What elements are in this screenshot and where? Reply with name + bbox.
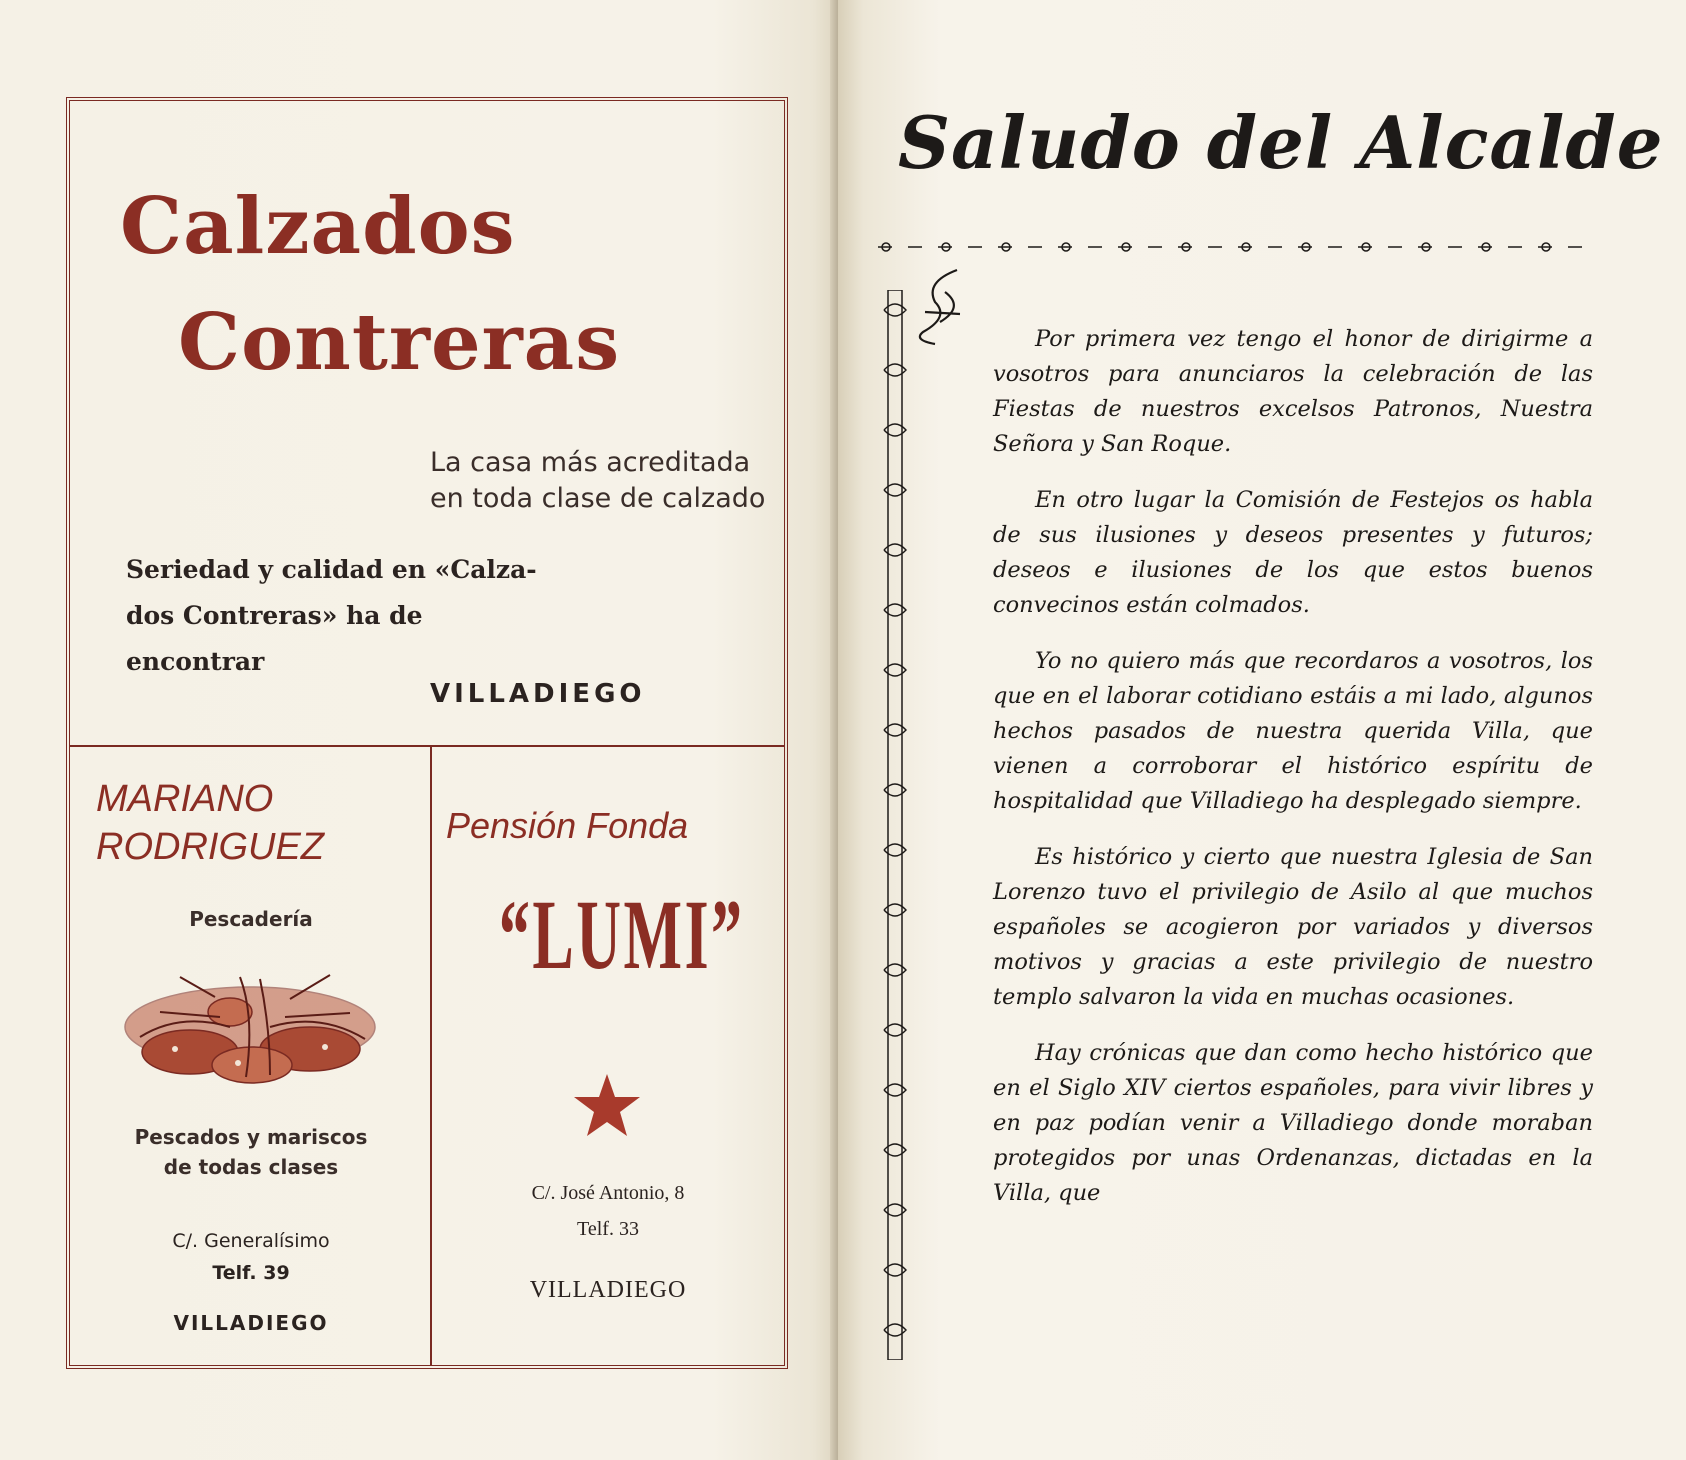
mariano-products-line-1: Pescados y mariscos [134,1125,368,1149]
mariano-rodriguez-ad [70,747,432,1365]
fish-and-seafood-illustration [120,957,382,1107]
lumi-name: “LUMI” [498,879,745,990]
paragraph-1: Por primera vez tengo el honor de dirigirme a vosotros para anunciaros la celebración de las Fiestas de nuestros excelsos Patronos, Nuestra Señora y San Roque. [993,326,1593,457]
calzados-motto-line-1: Seriedad y calidad en «Calza- [126,555,537,584]
lumi-contact [432,1175,784,1247]
dotted-title-rule [878,240,1598,254]
lumi-heading: Pensión Fonda [446,805,689,846]
mariano-address: C/. Generalísimo [172,1230,330,1252]
lumi-address: C/. José Antonio, 8 [531,1182,685,1204]
calzados-contreras-ad [70,101,784,747]
lumi-town: VILLADIEGO [529,1277,687,1303]
paragraph-3: Yo no quiero más que recordaros a vosotros, los que en el laborar cotidiano estáis a mi lado, algunos hechos pasados de nuestra querida Villa, que vienen a corroborar el histórico espíritu de hospitalidad que Villadiego ha desplegado siempre. [993,648,1593,814]
advertisement-frame [66,97,788,1369]
paragraph-5: Hay crónicas que dan como hecho histórico que en el Siglo XIV ciertos españoles, para vivir libres y en paz podían venir a Villadiego donde moraban protegidos por unas Ordenanzas, dictadas en la Villa, que [993,1040,1593,1206]
mariano-name [96,775,324,871]
mariano-contact [70,1225,432,1289]
mariano-town: VILLADIEGO [173,1311,329,1335]
mayor-greeting-text [993,322,1593,1232]
calzados-motto [126,547,546,685]
mariano-phone: Telf. 39 [212,1262,290,1284]
calzados-slogan-line-1: La casa más acreditada [430,447,751,478]
paragraph-2: En otro lugar la Comisión de Festejos os habla de sus ilusiones y deseos presentes y futuros; deseos e ilusiones de los que estos buenos convecinos están colmados. [993,487,1593,618]
star-icon [572,1072,642,1138]
mariano-name-line-1: MARIANO [96,778,274,820]
page-title: Saludo del Alcalde [898,100,1664,185]
mariano-products [70,1122,432,1182]
mariano-name-line-2: RODRIGUEZ [96,826,324,868]
calzados-title-line-1: Calzados [120,181,516,272]
calzados-title-line-2: Contreras [178,297,621,388]
calzados-slogan [430,445,765,517]
pension-lumi-ad [432,747,784,1365]
calzados-motto-line-2: dos Contreras» ha de encontrar [126,601,423,676]
signature-flourish [905,262,975,352]
left-page [0,0,838,1460]
mariano-products-line-2: de todas clases [163,1155,339,1179]
mariano-business: Pescadería [189,907,313,931]
paragraph-4: Es histórico y cierto que nuestra Iglesia de San Lorenzo tuvo el privilegio de Asilo al que muchos españoles se acogieron por variados y diversos motivos y gracias a este privilegio de nuestro templo salvaron la vida en muchas ocasiones. [993,844,1593,1010]
ornamental-border [880,290,910,1360]
calzados-slogan-line-2: en toda clase de calzado [430,483,766,514]
lumi-phone: Telf. 33 [577,1218,639,1240]
calzados-town: VILLADIEGO [430,679,646,709]
